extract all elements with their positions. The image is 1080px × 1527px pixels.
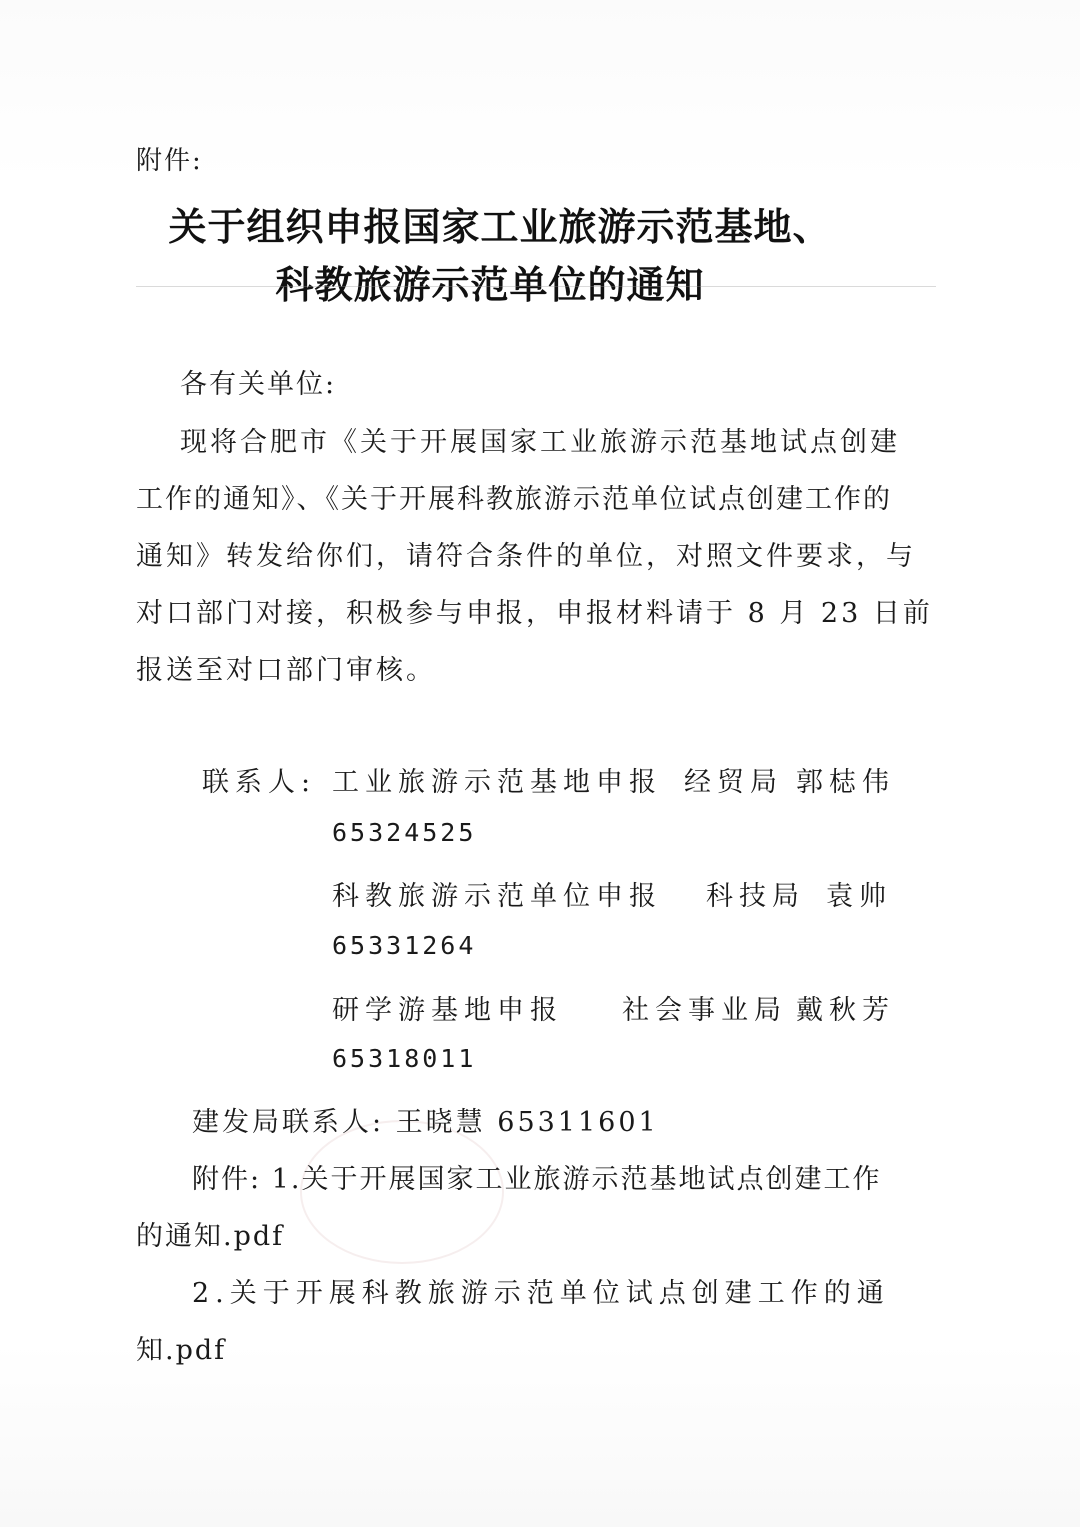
contact-1-phone: 65324525 xyxy=(332,818,477,847)
jianfa-contact: 建发局联系人: 王晓慧 65311601 xyxy=(192,1107,659,1138)
body-line-2: 工作的通知》、《关于开展科教旅游示范单位试点创建工作的 xyxy=(136,484,892,515)
contact-2-item: 科教旅游示范单位申报 xyxy=(332,881,662,912)
body-line-5: 报送至对口部门审核。 xyxy=(136,655,436,686)
contacts-label: 联系人: xyxy=(202,767,317,798)
attachments-line-1: 附件: 1.关于开展国家工业旅游示范基地试点创建工作 xyxy=(192,1164,882,1195)
body-line-4: 对口部门对接，积极参与申报，申报材料请于 8 月 23 日前 xyxy=(136,598,933,629)
attachments-line-2: 的通知.pdf xyxy=(136,1221,285,1252)
document-title-line-2: 科教旅游示范单位的通知 xyxy=(275,262,705,307)
contact-3-person: 戴秋芳 xyxy=(796,995,895,1026)
contact-2-phone: 65331264 xyxy=(332,931,477,960)
contact-2-person: 袁帅 xyxy=(826,881,892,912)
contact-3-phone: 65318011 xyxy=(332,1044,477,1073)
salutation: 各有关单位: xyxy=(180,369,337,400)
body-line-3: 通知》转发给你们，请符合条件的单位，对照文件要求，与 xyxy=(136,541,916,572)
document-title-line-1: 关于组织申报国家工业旅游示范基地、 xyxy=(168,204,832,249)
contact-1-person: 郭梽伟 xyxy=(796,767,895,798)
contact-1-dept: 经贸局 xyxy=(684,767,783,798)
contact-3-dept: 社会事业局 xyxy=(622,995,787,1026)
contact-2-dept: 科技局 xyxy=(706,881,805,912)
title-divider xyxy=(136,286,936,287)
attachments-line-4: 知.pdf xyxy=(136,1335,227,1366)
attachments-line-3: 2.关于开展科教旅游示范单位试点创建工作的通 xyxy=(192,1278,890,1309)
attachment-label: 附件: xyxy=(136,146,203,176)
contact-3-item: 研学游基地申报 xyxy=(332,995,563,1026)
body-line-1: 现将合肥市《关于开展国家工业旅游示范基地试点创建 xyxy=(180,427,900,458)
contact-1-item: 工业旅游示范基地申报 xyxy=(332,767,662,798)
